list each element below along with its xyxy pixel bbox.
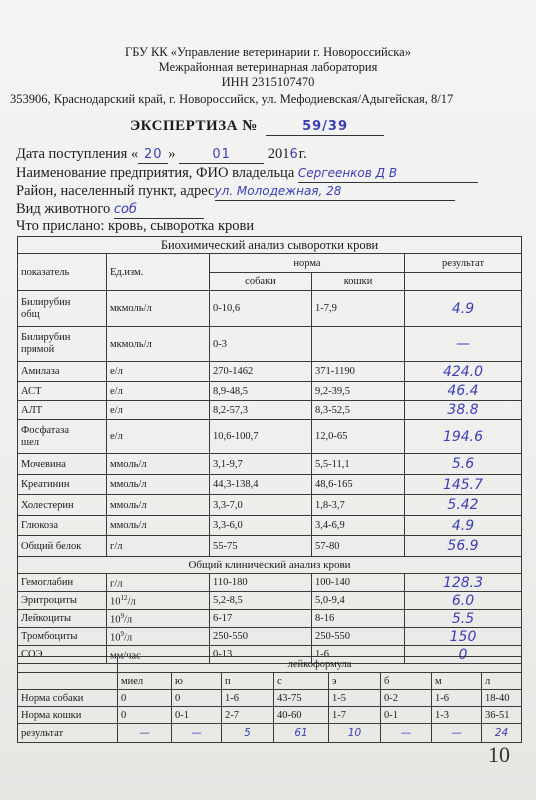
param-unit: ммоль/л [107,516,210,536]
param-unit: $10^{12}/л$ [107,592,210,610]
table-row [18,495,522,516]
norm-cats: 8,3-52,5 [312,401,405,420]
date-month: 01 [212,147,231,162]
param-unit: е/л [107,382,210,401]
leukoformula-table [17,656,522,743]
date-field [16,146,307,164]
col-header-dogs: собаки [210,273,312,291]
date-year-digit: 6 [289,147,299,162]
param-name: Креатинин [18,475,107,495]
owner-label: Наименование предприятия, ФИО владельца [16,165,295,181]
table-row [18,362,522,382]
norm-cats: 5,0-9,4 [312,592,405,610]
param-name: Гемоглабин [18,574,107,592]
page-number: 10 [488,742,510,767]
leuko-header: п [222,673,274,690]
norm-cats: 250-550 [312,628,405,646]
param-name: Фосфатаза [21,424,69,436]
norm-cats: 57-80 [312,536,405,557]
date-day: 20 [143,147,163,162]
table-row [18,327,522,362]
address-line: 353906, Краснодарский край, г. Новороссийск, ул. Мефодиевская/Адыгейская, 8/17 [10,92,454,106]
table-row: Норма собаки 0 0 1-6 43-75 1-5 0-2 1-6 18-40 [18,690,522,707]
norm-dogs: 3,3-7,0 [210,495,312,516]
param-name: АСТ [18,382,107,401]
table-row [18,401,522,420]
param-name: Общий белок [18,536,107,557]
norm-dogs: 110-180 [210,574,312,592]
result-value: 145.7 [442,476,484,493]
norm-cats: 371-1190 [312,362,405,382]
inn-line: ИНН 2315107470 [221,75,315,89]
param-unit: ммоль/л [107,475,210,495]
param-name: Эритроциты [18,592,107,610]
param-name: Лейкоциты [18,610,107,628]
species-value: соб [113,202,137,217]
leuko-title: лейкоформула [118,657,522,673]
owner-field [16,165,478,183]
norm-dogs: 0-13 [210,646,312,664]
result-value: 194.6 [442,428,484,445]
norm-dogs: 5,2-8,5 [210,592,312,610]
param-name: Тромбоциты [18,628,107,646]
norm-dogs: 8,2-57,3 [210,401,312,420]
norm-cats: 5,5-11,1 [312,454,405,475]
norm-dogs: 44,3-138,4 [210,475,312,495]
param-unit: е/л [107,420,210,454]
table-row [18,574,522,592]
result-value: 6.0 [451,592,475,609]
col-header-norm: норма [210,254,405,273]
col-header-param: показатель [18,254,107,291]
leuko-header: э [329,673,381,690]
result-value: 128.3 [442,574,484,591]
param-name-2: прямой [21,344,55,355]
result-value: 5.6 [451,456,475,472]
district-field [16,183,455,201]
param-name-2: шел [21,436,39,448]
param-unit: мкмоль/л [107,291,210,327]
table-row [18,592,522,610]
owner-value: Сергеенков Д В [297,166,398,180]
species-label: Вид животного [16,201,111,217]
norm-dogs: 0-10,6 [210,291,312,327]
param-name-2: общ [21,308,40,320]
table-row [18,610,522,628]
result-value: 4.9 [451,517,475,534]
param-unit: $10^9/л$ [107,628,210,646]
norm-dogs: 3,3-6,0 [210,516,312,536]
param-unit: мм/час [107,646,210,664]
norm-cats: 100-140 [312,574,405,592]
col-header-result: результат [405,254,522,273]
date-year-suffix: г. [298,146,307,162]
param-name: Амилаза [18,362,107,382]
result-value: 4.9 [451,300,475,317]
norm-cats: 1-7,9 [312,291,405,327]
norm-cats [312,327,405,362]
expertise-label: ЭКСПЕРТИЗА № [130,118,258,134]
param-unit: ммоль/л [107,454,210,475]
param-name: Холестерин [18,495,107,516]
species-field [16,201,204,219]
date-label: Дата поступления « [16,146,139,162]
norm-cats: 1-6 [312,646,405,664]
norm-cats: 12,0-65 [312,420,405,454]
norm-dogs: 6-17 [210,610,312,628]
table-row [18,454,522,475]
result-value: 38.8 [447,402,479,418]
leuko-row-label: Норма кошки [18,707,118,724]
leuko-header: миел [118,673,172,690]
norm-dogs: 250-550 [210,628,312,646]
table-row [18,516,522,536]
param-unit: е/л [107,362,210,382]
result-value: 46.4 [447,383,479,399]
date-year-prefix: 201 [267,146,290,162]
result-value: 150 [449,628,477,645]
norm-dogs: 270-1462 [210,362,312,382]
table-row [18,420,522,454]
param-name: Билирубин [21,332,71,343]
biochem-title: Биохимический анализ сыворотки крови [18,237,522,254]
date-mid: » [168,146,176,162]
result-value: 5.5 [451,610,475,627]
leuko-header: б [381,673,432,690]
param-unit: г/л [107,536,210,557]
param-unit: мкмоль/л [107,327,210,362]
norm-cats: 3,4-6,9 [312,516,405,536]
col-header-unit: Ед.изм. [107,254,210,291]
leuko-header: ю [172,673,222,690]
leuko-header: л [482,673,522,690]
param-name: Мочевина [18,454,107,475]
norm-cats: 1,8-3,7 [312,495,405,516]
result-value: 424.0 [442,363,484,380]
param-unit: е/л [107,401,210,420]
result-value: — [456,336,470,352]
table-row [18,382,522,401]
param-name: Билирубин [21,296,71,308]
param-name: АЛТ [18,401,107,420]
param-unit: $10^9/л$ [107,610,210,628]
norm-dogs: 55-75 [210,536,312,557]
param-name: Глюкоза [18,516,107,536]
leuko-header: м [432,673,482,690]
leuko-header: с [274,673,329,690]
table-row: результат — — 5 61 10 — — 24 [18,724,522,743]
param-unit: ммоль/л [107,495,210,516]
table-row [18,628,522,646]
biochem-table [17,236,522,664]
table-row [18,536,522,557]
norm-cats: 9,2-39,5 [312,382,405,401]
table-row [18,475,522,495]
col-header-cats: кошки [312,273,405,291]
result-value: 56.9 [447,538,479,554]
lab-name-line: Межрайонная ветеринарная лаборатория [158,60,378,74]
leuko-row-label: Норма собаки [18,690,118,707]
norm-cats: 48,6-165 [312,475,405,495]
district-label: Район, населенный пункт, адрес [16,183,215,199]
norm-dogs: 0-3 [210,327,312,362]
expertise-number: 59/39 [302,119,348,134]
org-name-line: ГБУ КК «Управление ветеринарии г. Новороссийска» [125,45,411,59]
leuko-row-label: результат [18,724,118,743]
table-row: Норма кошки 0 0-1 2-7 40-60 1-7 0-1 1-3 36-51 [18,707,522,724]
result-value: 0 [458,646,468,663]
district-value: ул. Молодежная, 28 [214,184,342,198]
sent-line: Что прислано: кровь, сыворотка крови [16,218,255,234]
cbc-title: Общий клинический анализ крови [18,557,522,574]
norm-dogs: 8,9-48,5 [210,382,312,401]
expertise-title [130,118,384,136]
norm-dogs: 10,6-100,7 [210,420,312,454]
result-value: 5.42 [447,497,479,513]
table-row [18,291,522,327]
param-name: СОЭ [18,646,107,664]
param-unit: г/л [107,574,210,592]
norm-cats: 8-16 [312,610,405,628]
norm-dogs: 3,1-9,7 [210,454,312,475]
